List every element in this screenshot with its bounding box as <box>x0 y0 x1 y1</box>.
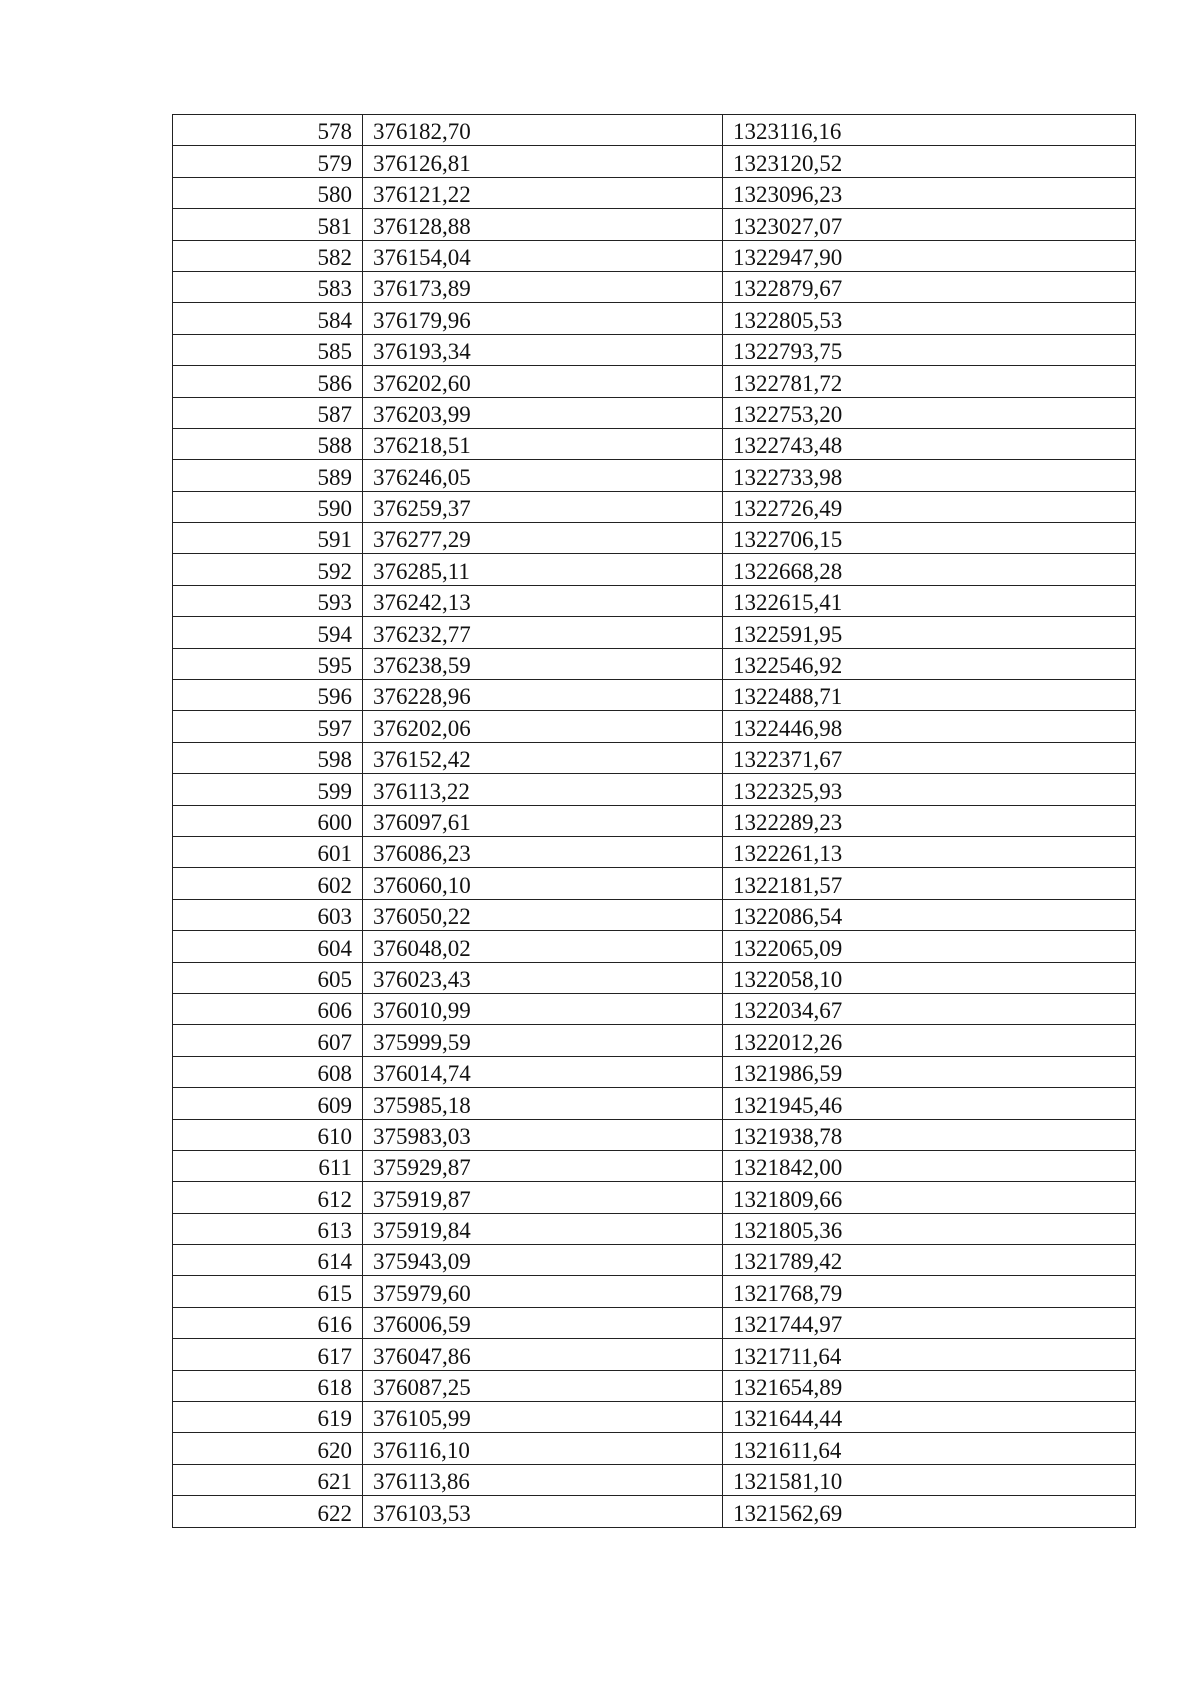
point-number-cell: 579 <box>173 146 363 177</box>
x-coordinate-cell: 376116,10 <box>363 1433 723 1464</box>
table-row <box>173 1119 1136 1150</box>
x-coordinate-cell: 375929,87 <box>363 1150 723 1181</box>
x-coordinate-cell: 376277,29 <box>363 523 723 554</box>
table-row <box>173 899 1136 930</box>
point-number-cell: 596 <box>173 680 363 711</box>
point-number-cell: 607 <box>173 1025 363 1056</box>
y-coordinate-cell: 1321611,64 <box>723 1433 1136 1464</box>
table-row <box>173 931 1136 962</box>
x-coordinate-cell: 376086,23 <box>363 836 723 867</box>
y-coordinate-cell: 1322793,75 <box>723 334 1136 365</box>
point-number-cell: 605 <box>173 962 363 993</box>
point-number-cell: 582 <box>173 240 363 271</box>
table-row <box>173 115 1136 146</box>
table-row <box>173 554 1136 585</box>
y-coordinate-cell: 1322446,98 <box>723 711 1136 742</box>
point-number-cell: 580 <box>173 177 363 208</box>
y-coordinate-cell: 1321986,59 <box>723 1056 1136 1087</box>
x-coordinate-cell: 376232,77 <box>363 617 723 648</box>
y-coordinate-cell: 1321842,00 <box>723 1150 1136 1181</box>
table-row <box>173 334 1136 365</box>
table-row <box>173 805 1136 836</box>
x-coordinate-cell: 376218,51 <box>363 428 723 459</box>
point-number-cell: 620 <box>173 1433 363 1464</box>
table-row <box>173 460 1136 491</box>
table-row <box>173 177 1136 208</box>
y-coordinate-cell: 1322726,49 <box>723 491 1136 522</box>
table-row <box>173 1496 1136 1527</box>
point-number-cell: 600 <box>173 805 363 836</box>
table-row <box>173 146 1136 177</box>
point-number-cell: 604 <box>173 931 363 962</box>
table-row <box>173 523 1136 554</box>
y-coordinate-cell: 1322805,53 <box>723 303 1136 334</box>
table-row <box>173 711 1136 742</box>
x-coordinate-cell: 375979,60 <box>363 1276 723 1307</box>
x-coordinate-cell: 376182,70 <box>363 115 723 146</box>
y-coordinate-cell: 1322034,67 <box>723 993 1136 1024</box>
table-row <box>173 209 1136 240</box>
table-row <box>173 1433 1136 1464</box>
point-number-cell: 608 <box>173 1056 363 1087</box>
y-coordinate-cell: 1322065,09 <box>723 931 1136 962</box>
point-number-cell: 621 <box>173 1464 363 1495</box>
point-number-cell: 610 <box>173 1119 363 1150</box>
x-coordinate-cell: 375999,59 <box>363 1025 723 1056</box>
y-coordinate-cell: 1321562,69 <box>723 1496 1136 1527</box>
point-number-cell: 578 <box>173 115 363 146</box>
y-coordinate-cell: 1322753,20 <box>723 397 1136 428</box>
point-number-cell: 587 <box>173 397 363 428</box>
table-row <box>173 742 1136 773</box>
table-row <box>173 1464 1136 1495</box>
table-row <box>173 1276 1136 1307</box>
x-coordinate-cell: 376154,04 <box>363 240 723 271</box>
x-coordinate-cell: 376014,74 <box>363 1056 723 1087</box>
point-number-cell: 590 <box>173 491 363 522</box>
point-number-cell: 585 <box>173 334 363 365</box>
y-coordinate-cell: 1322546,92 <box>723 648 1136 679</box>
x-coordinate-cell: 376121,22 <box>363 177 723 208</box>
table-row <box>173 1056 1136 1087</box>
y-coordinate-cell: 1322591,95 <box>723 617 1136 648</box>
x-coordinate-cell: 376105,99 <box>363 1402 723 1433</box>
table-row <box>173 428 1136 459</box>
point-number-cell: 598 <box>173 742 363 773</box>
table-row <box>173 271 1136 302</box>
table-row <box>173 1150 1136 1181</box>
y-coordinate-cell: 1322371,67 <box>723 742 1136 773</box>
table-row <box>173 1402 1136 1433</box>
x-coordinate-cell: 376113,86 <box>363 1464 723 1495</box>
point-number-cell: 583 <box>173 271 363 302</box>
point-number-cell: 619 <box>173 1402 363 1433</box>
table-row <box>173 1025 1136 1056</box>
y-coordinate-cell: 1322706,15 <box>723 523 1136 554</box>
x-coordinate-cell: 376242,13 <box>363 585 723 616</box>
y-coordinate-cell: 1321644,44 <box>723 1402 1136 1433</box>
point-number-cell: 584 <box>173 303 363 334</box>
table-row <box>173 585 1136 616</box>
table-row <box>173 1339 1136 1370</box>
y-coordinate-cell: 1321581,10 <box>723 1464 1136 1495</box>
x-coordinate-cell: 376259,37 <box>363 491 723 522</box>
point-number-cell: 592 <box>173 554 363 585</box>
table-row <box>173 680 1136 711</box>
table-row <box>173 868 1136 899</box>
y-coordinate-cell: 1321945,46 <box>723 1088 1136 1119</box>
table-row <box>173 617 1136 648</box>
table-row <box>173 836 1136 867</box>
x-coordinate-cell: 375983,03 <box>363 1119 723 1150</box>
table-row <box>173 491 1136 522</box>
point-number-cell: 609 <box>173 1088 363 1119</box>
point-number-cell: 615 <box>173 1276 363 1307</box>
y-coordinate-cell: 1322181,57 <box>723 868 1136 899</box>
table-row <box>173 962 1136 993</box>
y-coordinate-cell: 1322781,72 <box>723 366 1136 397</box>
point-number-cell: 595 <box>173 648 363 679</box>
point-number-cell: 616 <box>173 1307 363 1338</box>
table-row <box>173 1088 1136 1119</box>
x-coordinate-cell: 376047,86 <box>363 1339 723 1370</box>
y-coordinate-cell: 1321711,64 <box>723 1339 1136 1370</box>
y-coordinate-cell: 1322668,28 <box>723 554 1136 585</box>
table-row <box>173 366 1136 397</box>
point-number-cell: 612 <box>173 1182 363 1213</box>
y-coordinate-cell: 1322615,41 <box>723 585 1136 616</box>
table-row <box>173 1213 1136 1244</box>
point-number-cell: 588 <box>173 428 363 459</box>
coordinates-table <box>172 114 1136 1528</box>
table-row <box>173 397 1136 428</box>
x-coordinate-cell: 376023,43 <box>363 962 723 993</box>
y-coordinate-cell: 1323120,52 <box>723 146 1136 177</box>
point-number-cell: 618 <box>173 1370 363 1401</box>
x-coordinate-cell: 375919,84 <box>363 1213 723 1244</box>
x-coordinate-cell: 376193,34 <box>363 334 723 365</box>
y-coordinate-cell: 1321809,66 <box>723 1182 1136 1213</box>
point-number-cell: 586 <box>173 366 363 397</box>
table-row <box>173 240 1136 271</box>
y-coordinate-cell: 1322733,98 <box>723 460 1136 491</box>
x-coordinate-cell: 375943,09 <box>363 1245 723 1276</box>
x-coordinate-cell: 376103,53 <box>363 1496 723 1527</box>
y-coordinate-cell: 1321938,78 <box>723 1119 1136 1150</box>
y-coordinate-cell: 1321789,42 <box>723 1245 1136 1276</box>
point-number-cell: 591 <box>173 523 363 554</box>
y-coordinate-cell: 1321654,89 <box>723 1370 1136 1401</box>
x-coordinate-cell: 376048,02 <box>363 931 723 962</box>
y-coordinate-cell: 1322086,54 <box>723 899 1136 930</box>
x-coordinate-cell: 376006,59 <box>363 1307 723 1338</box>
point-number-cell: 606 <box>173 993 363 1024</box>
x-coordinate-cell: 376097,61 <box>363 805 723 836</box>
table-row <box>173 1245 1136 1276</box>
y-coordinate-cell: 1321744,97 <box>723 1307 1136 1338</box>
point-number-cell: 599 <box>173 774 363 805</box>
point-number-cell: 589 <box>173 460 363 491</box>
point-number-cell: 601 <box>173 836 363 867</box>
table-row <box>173 774 1136 805</box>
y-coordinate-cell: 1322743,48 <box>723 428 1136 459</box>
y-coordinate-cell: 1321768,79 <box>723 1276 1136 1307</box>
y-coordinate-cell: 1323116,16 <box>723 115 1136 146</box>
x-coordinate-cell: 376087,25 <box>363 1370 723 1401</box>
y-coordinate-cell: 1322947,90 <box>723 240 1136 271</box>
x-coordinate-cell: 376010,99 <box>363 993 723 1024</box>
coordinates-table-body <box>173 115 1136 1528</box>
x-coordinate-cell: 376126,81 <box>363 146 723 177</box>
x-coordinate-cell: 376202,60 <box>363 366 723 397</box>
table-row <box>173 648 1136 679</box>
y-coordinate-cell: 1322012,26 <box>723 1025 1136 1056</box>
x-coordinate-cell: 376173,89 <box>363 271 723 302</box>
x-coordinate-cell: 376050,22 <box>363 899 723 930</box>
table-row <box>173 1307 1136 1338</box>
x-coordinate-cell: 375985,18 <box>363 1088 723 1119</box>
y-coordinate-cell: 1321805,36 <box>723 1213 1136 1244</box>
x-coordinate-cell: 376060,10 <box>363 868 723 899</box>
x-coordinate-cell: 376246,05 <box>363 460 723 491</box>
y-coordinate-cell: 1323096,23 <box>723 177 1136 208</box>
y-coordinate-cell: 1322261,13 <box>723 836 1136 867</box>
point-number-cell: 597 <box>173 711 363 742</box>
x-coordinate-cell: 376128,88 <box>363 209 723 240</box>
x-coordinate-cell: 376152,42 <box>363 742 723 773</box>
point-number-cell: 617 <box>173 1339 363 1370</box>
point-number-cell: 603 <box>173 899 363 930</box>
y-coordinate-cell: 1322488,71 <box>723 680 1136 711</box>
point-number-cell: 611 <box>173 1150 363 1181</box>
x-coordinate-cell: 376238,59 <box>363 648 723 679</box>
point-number-cell: 614 <box>173 1245 363 1276</box>
table-row <box>173 1182 1136 1213</box>
y-coordinate-cell: 1322879,67 <box>723 271 1136 302</box>
point-number-cell: 594 <box>173 617 363 648</box>
x-coordinate-cell: 376285,11 <box>363 554 723 585</box>
x-coordinate-cell: 376228,96 <box>363 680 723 711</box>
x-coordinate-cell: 376179,96 <box>363 303 723 334</box>
point-number-cell: 581 <box>173 209 363 240</box>
point-number-cell: 622 <box>173 1496 363 1527</box>
point-number-cell: 602 <box>173 868 363 899</box>
table-row <box>173 993 1136 1024</box>
y-coordinate-cell: 1322325,93 <box>723 774 1136 805</box>
x-coordinate-cell: 375919,87 <box>363 1182 723 1213</box>
y-coordinate-cell: 1322289,23 <box>723 805 1136 836</box>
point-number-cell: 613 <box>173 1213 363 1244</box>
x-coordinate-cell: 376202,06 <box>363 711 723 742</box>
table-row <box>173 1370 1136 1401</box>
y-coordinate-cell: 1323027,07 <box>723 209 1136 240</box>
x-coordinate-cell: 376203,99 <box>363 397 723 428</box>
y-coordinate-cell: 1322058,10 <box>723 962 1136 993</box>
x-coordinate-cell: 376113,22 <box>363 774 723 805</box>
point-number-cell: 593 <box>173 585 363 616</box>
table-row <box>173 303 1136 334</box>
